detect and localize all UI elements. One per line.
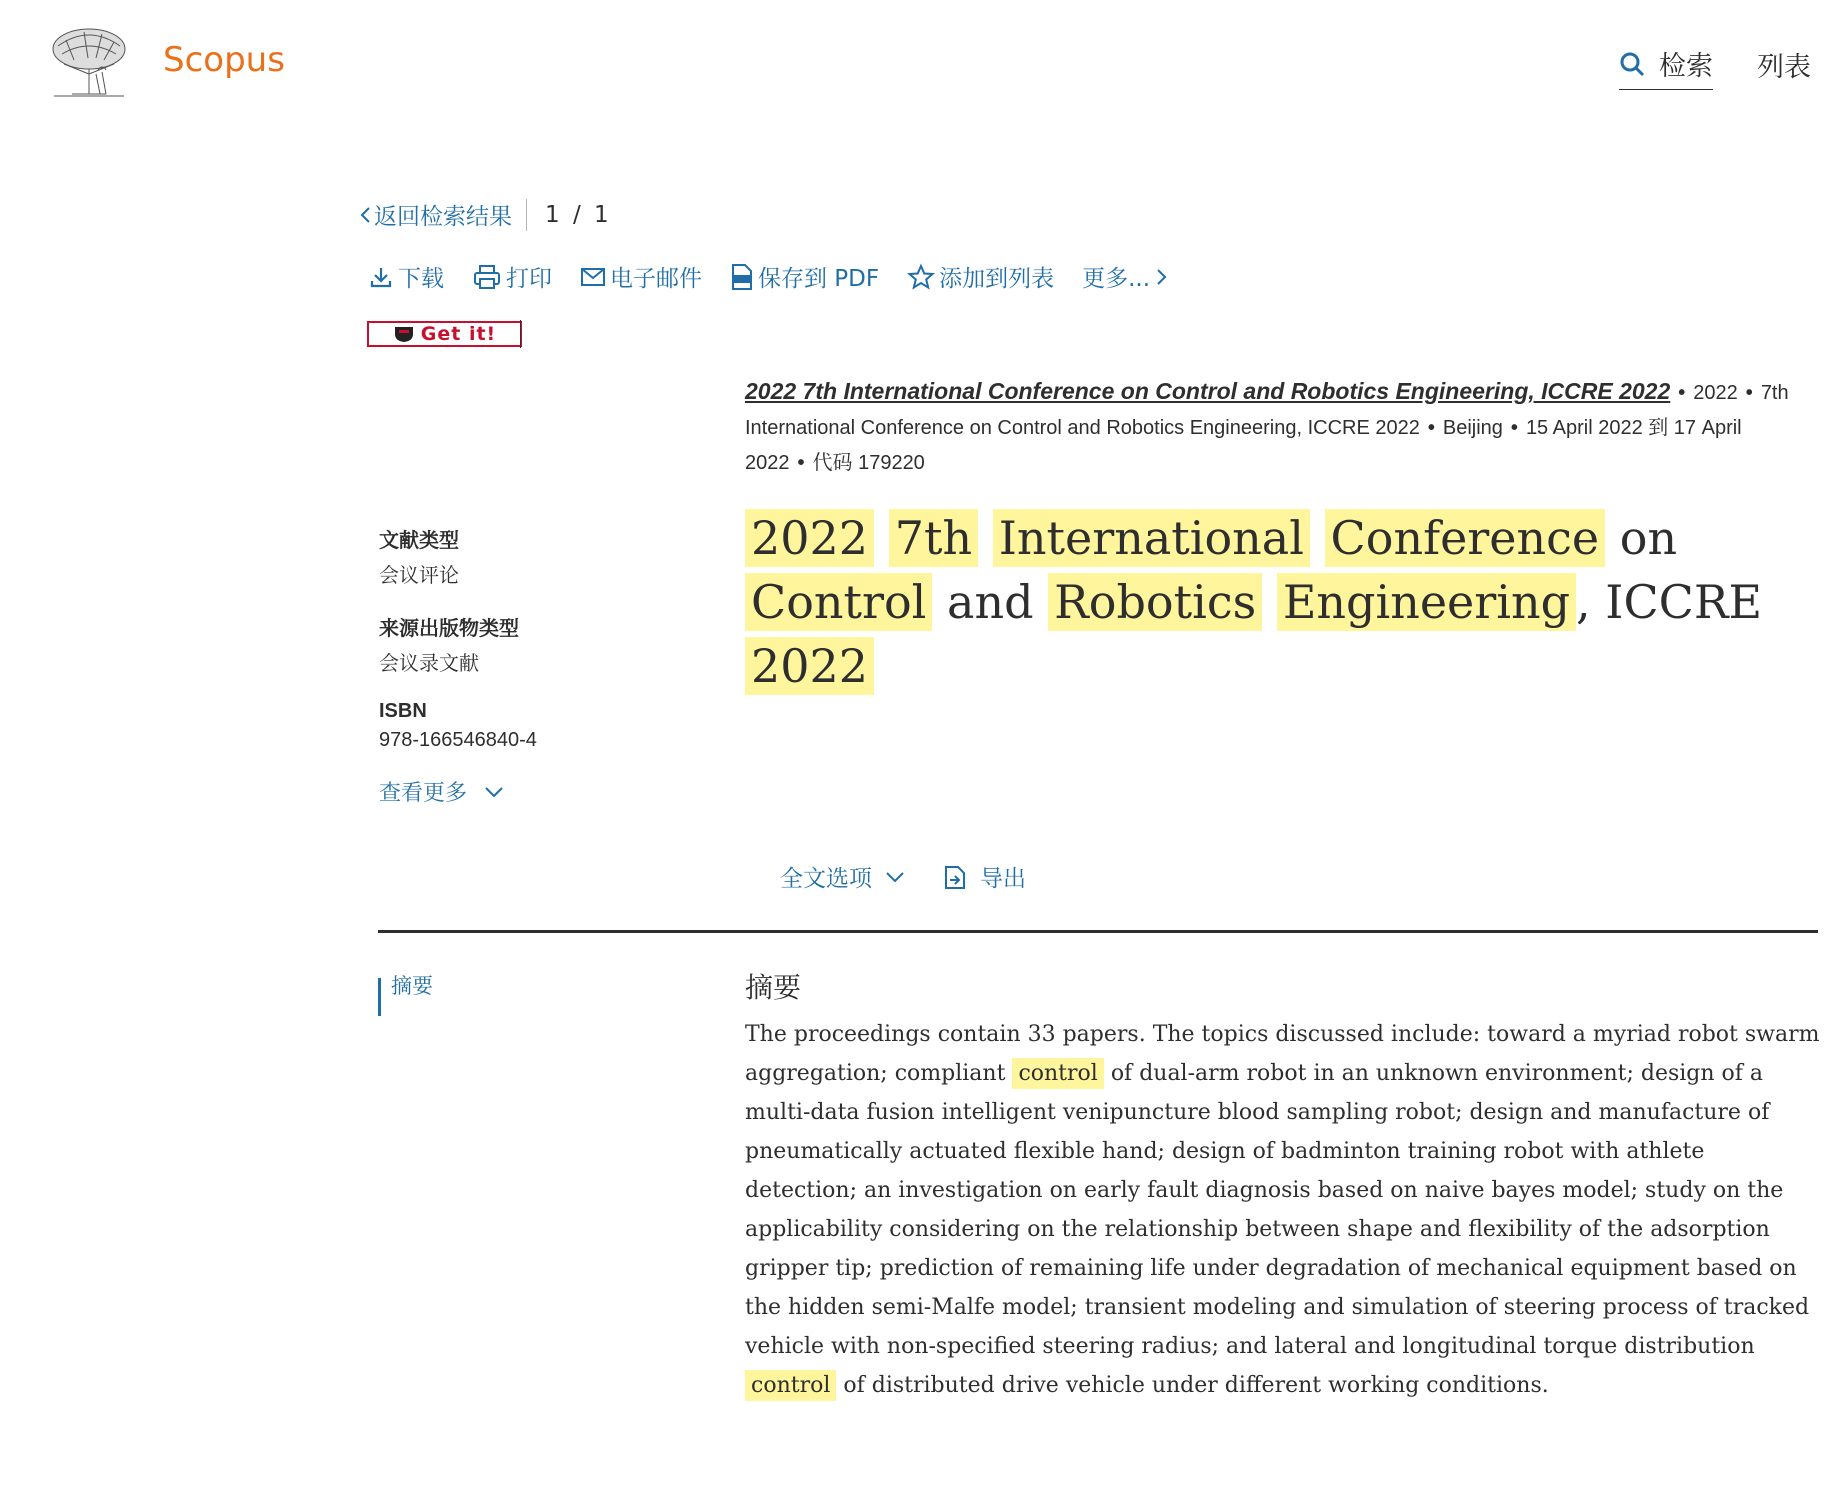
chevron-left-icon	[358, 204, 372, 226]
title-word: and	[947, 575, 1034, 629]
search-nav[interactable]	[1619, 44, 1713, 90]
abstract-nav	[378, 970, 433, 1016]
email-label: 电子邮件	[610, 266, 702, 292]
title-word: , ICCRE	[1576, 575, 1763, 629]
back-label: 返回检索结果	[374, 204, 512, 230]
add-to-list-button[interactable]	[907, 260, 1054, 293]
title-highlight: Conference	[1325, 509, 1606, 567]
source-title-link[interactable]: 2022 7th International Conference on Control and Robotics Engineering, ICCRE 2022	[745, 378, 1671, 404]
title-highlight: Control	[745, 573, 932, 631]
doc-type-label: 文献类型	[379, 530, 459, 552]
more-label: 更多...	[1082, 266, 1151, 292]
search-icon	[1619, 51, 1645, 77]
section-divider	[378, 930, 1818, 933]
title-word: on	[1619, 511, 1678, 565]
conference-dates: 15 April 2022 到 17 April 2022	[745, 417, 1742, 474]
keyword-highlight: control	[1012, 1058, 1103, 1089]
see-more-label: 查看更多	[379, 780, 468, 805]
conference-name: 7th International Conference on Control and Robotics Engineering, ICCRE 2022	[745, 382, 1789, 439]
star-icon	[907, 263, 935, 291]
print-button[interactable]	[472, 260, 552, 293]
document-toolbar	[368, 260, 1168, 293]
get-it-button[interactable]	[367, 321, 522, 347]
isbn-label: ISBN	[379, 700, 427, 722]
see-more-button[interactable]	[379, 776, 679, 807]
header-nav	[1619, 44, 1811, 90]
title-highlight: 2022	[745, 637, 874, 695]
list-nav[interactable]: 列表	[1757, 51, 1811, 83]
source-year: 2022	[1693, 382, 1738, 404]
abstract-heading: 摘要	[745, 971, 802, 1004]
isbn-value: 978-166546840-4	[379, 729, 537, 751]
title-highlight: Engineering	[1277, 573, 1576, 631]
title-highlight: 2022	[745, 509, 874, 567]
source-info: 2022 7th International Conference on Control and Robotics Engineering, ICCRE 2022 • 2022 • 7th International Conference on Control and Robotics Engineering, ICCRE 2022 • Beijing • 15 April 2022 到 17 April 2022 • 代码 179220	[745, 378, 1789, 474]
download-icon	[368, 264, 394, 290]
abstract-nav-link[interactable]: 摘要	[391, 974, 433, 998]
abstract-part: The proceedings contain 33 papers. The topics discussed include: toward a myriad robot swarm aggregation; compliant	[745, 1022, 1820, 1086]
chevron-down-icon	[884, 870, 906, 884]
save-pdf-button[interactable]	[730, 260, 879, 293]
download-label: 下载	[398, 266, 444, 292]
title-highlight: International	[993, 509, 1310, 567]
doc-type-value: 会议评论	[379, 565, 459, 587]
source-type-value: 会议录文献	[379, 653, 479, 675]
divider	[526, 199, 527, 231]
conference-location: Beijing	[1442, 417, 1503, 439]
search-label: 检索	[1659, 51, 1713, 82]
title-highlight: 7th	[889, 509, 978, 567]
more-button[interactable]	[1082, 260, 1168, 293]
print-label: 打印	[506, 266, 552, 292]
source-type-label: 来源出版物类型	[379, 618, 519, 640]
abstract-part: of dual-arm robot in an unknown environment; design of a multi-data fusion intelligent venipuncture blood sampling robot; design and manufacture of pneumatically actuated flexible hand; design of badminton training robot with athlete detection; an investigation on early fault diagnosis based on naive bayes model; study on the applicability considering on the relationship between shape and flexibility of the adsorption gripper tip; prediction of remaining life under degradation of mechanical equipment based on the hidden semi-Malfe model; transient modeling and simulation of steering process of tracked vehicle with non-specified steering radius; and lateral and longitudinal torque distribution	[745, 1061, 1810, 1359]
full-text-options-button[interactable]	[780, 860, 906, 893]
active-indicator	[378, 978, 381, 1016]
pager: 1 / 1	[545, 201, 609, 228]
document-options	[780, 860, 1026, 893]
email-button[interactable]	[580, 260, 702, 293]
export-label: 导出	[980, 866, 1026, 892]
title-highlight: Robotics	[1048, 573, 1262, 631]
back-to-results-link[interactable]	[358, 198, 512, 231]
export-icon	[942, 863, 968, 891]
document-title	[745, 506, 1825, 698]
pdf-icon	[730, 263, 754, 291]
get-it-label: Get it!	[420, 323, 497, 345]
save-pdf-label: 保存到 PDF	[758, 266, 880, 292]
conference-code: 代码 179220	[812, 452, 925, 474]
full-text-options-label: 全文选项	[780, 866, 872, 892]
chevron-down-icon	[483, 785, 505, 799]
document-metadata	[379, 524, 679, 807]
elsevier-logo-icon[interactable]	[44, 24, 134, 100]
abstract-text	[745, 1015, 1820, 1405]
export-button[interactable]	[942, 860, 1026, 893]
abstract-part: of distributed drive vehicle under different working conditions.	[843, 1373, 1549, 1398]
chevron-right-icon	[1154, 266, 1168, 288]
keyword-highlight: control	[745, 1370, 836, 1401]
brand-name[interactable]: Scopus	[163, 40, 285, 80]
add-to-list-label: 添加到列表	[939, 266, 1055, 292]
back-row	[358, 198, 609, 231]
download-button[interactable]	[368, 260, 444, 293]
shield-icon	[393, 325, 415, 343]
printer-icon	[472, 263, 502, 291]
email-icon	[580, 266, 606, 288]
text-cursor	[520, 320, 521, 348]
